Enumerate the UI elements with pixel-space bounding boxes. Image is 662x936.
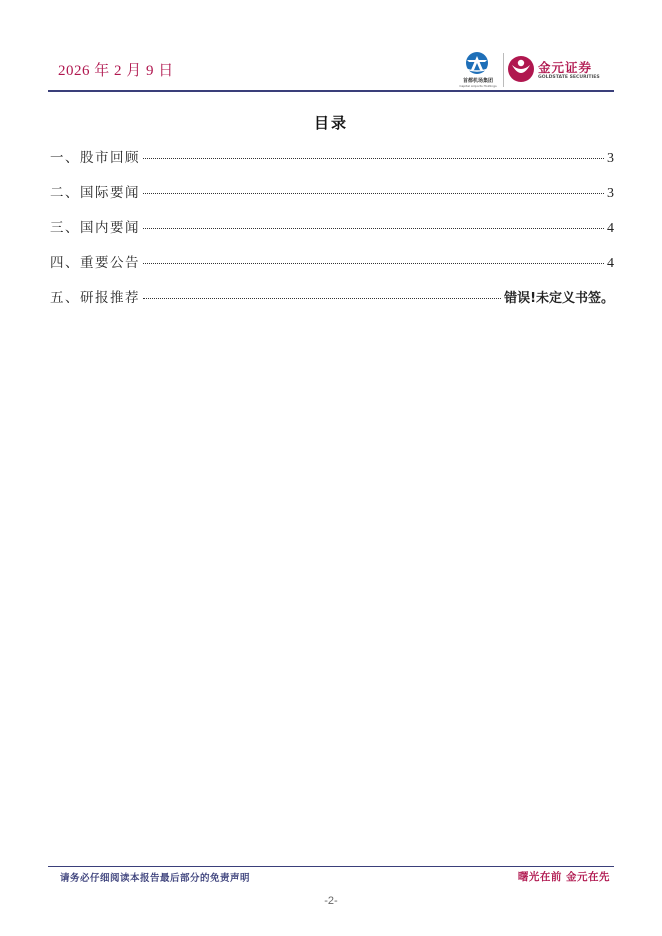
logo-divider <box>503 53 504 87</box>
goldstate-name-cn: 金元证券 <box>538 60 593 75</box>
toc-entry-international-news[interactable] <box>50 181 614 216</box>
toc-entry-market-review[interactable] <box>50 146 614 181</box>
toc-entry-announcements[interactable] <box>50 251 614 286</box>
page-number: -2- <box>324 895 338 907</box>
toc-entry-domestic-news[interactable] <box>50 216 614 251</box>
toc-entry-page: 4 <box>607 221 614 236</box>
header-divider <box>48 90 614 92</box>
table-of-contents <box>50 146 614 321</box>
toc-entry-page: 3 <box>607 151 614 166</box>
capital-airports-name-en: Capital Airports Holdings <box>459 84 497 88</box>
toc-entry-label: 三、国内要闻 <box>50 220 140 236</box>
toc-entry-page-error: 错误!未定义书签。 <box>504 291 614 306</box>
toc-title: 目录 <box>313 114 348 132</box>
footer-disclaimer: 请务必仔细阅读本报告最后部分的免责声明 <box>60 873 251 884</box>
toc-entry-label: 二、国际要闻 <box>50 185 140 201</box>
toc-entry-label: 一、股市回顾 <box>50 150 140 166</box>
goldstate-name-en: GOLDSTATE SECURITIES <box>538 75 600 80</box>
report-date: 2026 年 2 月 9 日 <box>58 63 174 79</box>
toc-entry-label: 四、重要公告 <box>50 255 140 271</box>
toc-leader-dots <box>143 227 604 229</box>
toc-leader-dots <box>143 297 501 299</box>
capital-airports-emblem-icon <box>452 50 502 78</box>
toc-entry-research-recommendations[interactable] <box>50 286 614 321</box>
capital-airports-name-cn: 首都机场集团 <box>462 78 493 84</box>
footer-divider <box>48 866 614 867</box>
toc-leader-dots <box>143 157 604 159</box>
goldstate-logo <box>506 54 612 86</box>
header-logos <box>452 50 612 90</box>
toc-leader-dots <box>143 262 604 264</box>
toc-leader-dots <box>143 192 604 194</box>
footer-slogan: 曙光在前 金元在先 <box>517 871 610 883</box>
toc-entry-label: 五、研报推荐 <box>50 290 140 306</box>
goldstate-emblem-icon <box>506 54 536 84</box>
toc-entry-page: 3 <box>607 186 614 201</box>
toc-entry-page: 4 <box>607 256 614 271</box>
capital-airports-logo <box>452 50 502 90</box>
